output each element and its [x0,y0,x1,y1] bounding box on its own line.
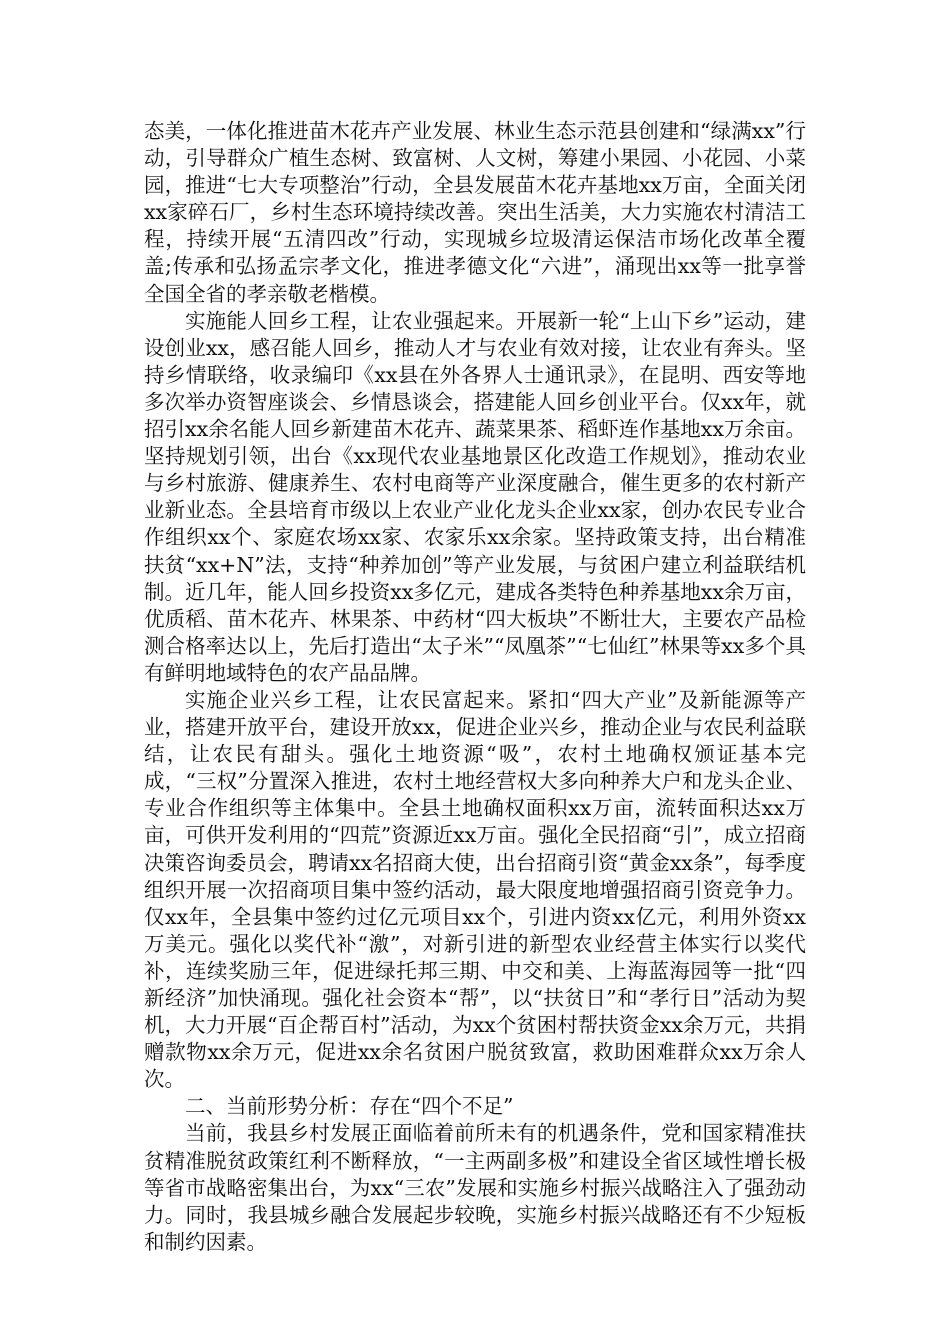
paragraph-talent-return: 实施能人回乡工程，让农业强起来。开展新一轮“上山下乡”运动，建设创业xx，感召能人回乡，推动人才与农业有效对接，让农业有奔头。坚持乡情联络，收录编印《xx县在外各界人士通讯录》，在昆明、西安等地多次举办资智座谈会、乡情恳谈会，搭建能人回乡创业平台。仅xx年，就招引xx余名能人回乡新建苗木花卉、蔬菜果茶、稻虾连作基地xx万余亩。坚持规划引领，出台《xx现代农业基地景区化改造工作规划》，推动农业与乡村旅游、健康养生、农村电商等产业深度融合，催生更多的农村新产业新业态。全县培育市级以上农业产业化龙头企业xx家，创办农民专业合作组织xx个、家庭农场xx家、农家乐xx余家。坚持政策支持，出台精准扶贫“xx+N”法，支持“种养加创”等产业发展，与贫困户建立利益联结机制。近几年，能人回乡投资xx多亿元，建成各类特色种养基地xx余万亩，优质稻、苗木花卉、林果茶、中药材“四大板块”不断壮大，主要农产品检测合格率达以上，先后打造出“太子米”“凤凰茶”“七仙红”林果等xx多个具有鲜明地域特色的农产品品牌。 [144,308,806,685]
paragraph-enterprise: 实施企业兴乡工程，让农民富起来。紧扣“四大产业”及新能源等产业，搭建开放平台，建设开放xx，促进企业兴乡，推动企业与农民利益联结，让农民有甜头。强化土地资源“吸”，农村土地确权颁证基本完成，“三权”分置深入推进，农村土地经营权大多向种养大户和龙头企业、专业合作组织等主体集中。全县土地确权面积xx万亩，流转面积达xx万亩，可供开发利用的“四荒”资源近xx万亩。强化全民招商“引”，成立招商决策咨询委员会，聘请xx名招商大使，出台招商引资“黄金xx条”，每季度组织开展一次招商项目集中签约活动，最大限度地增强招商引资竞争力。仅xx年，全县集中签约过亿元项目xx个，引进内资xx亿元，利用外资xx万美元。强化以奖代补“激”，对新引进的新型农业经营主体实行以奖代补，连续奖励三年，促进绿托邦三期、中交和美、上海蓝海园等一批“四新经济”加快涌现。强化社会资本“帮”，以“扶贫日”和“孝行日”活动为契机，大力开展“百企帮百村”活动，为xx个贫困村帮扶资金xx余万元，共捐赠款物xx余万元，促进xx余名贫困户脱贫致富，救助困难群众xx万余人次。 [144,687,806,1092]
section-heading-situation: 二、当前形势分析：存在“四个不足” [185,1094,514,1119]
paragraph-current-situation: 当前，我县乡村发展正面临着前所未有的机遇条件，党和国家精准扶贫精准脱贫政策红利不断释放，“一主两副多极”和建设全省区域性增长极等省市战略密集出台，为xx“三农”发展和实施乡村振兴战略注入了强劲动力。同时，我县城乡融合发展起步较晚，实施乡村振兴战略还有不少短板和制约因素。 [144,1121,806,1254]
document-body [144,118,806,1256]
paragraph-ecology: 态美，一体化推进苗木花卉产业发展、林业生态示范县创建和“绿满xx”行动，引导群众广植生态树、致富树、人文树，筹建小果园、小花园、小菜园，推进“七大专项整治”行动，全县发展苗木花卉基地xx万亩，全面关闭xx家碎石厂，乡村生态环境持续改善。突出生活美，大力实施农村清洁工程，持续开展“五清四改”行动，实现城乡垃圾清运保洁市场化改革全覆盖;传承和弘扬孟宗孝文化，推进孝德文化“六进”，涌现出xx等一批享誉全国全省的孝亲敬老楷模。 [144,119,806,306]
